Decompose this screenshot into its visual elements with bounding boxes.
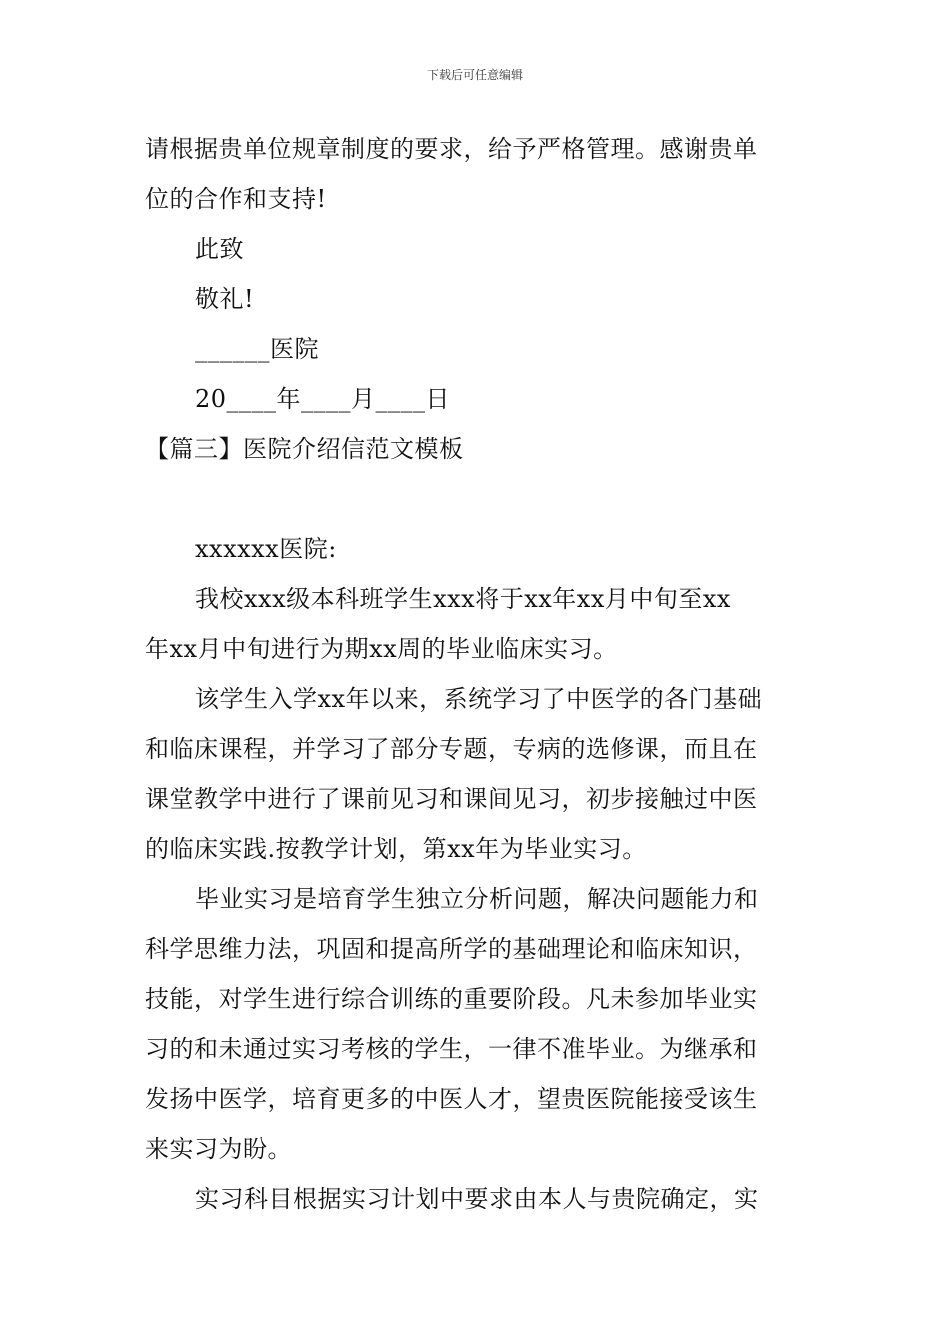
body-line: 习的和未通过实习考核的学生，一律不准毕业。为继承和	[145, 1035, 758, 1063]
body-line: 来实习为盼。	[145, 1135, 292, 1163]
body-line: 我校xxx级本科班学生xxx将于xx年xx月中旬至xx	[195, 585, 731, 613]
body-line: 毕业实习是培育学生独立分析问题，解决问题能力和	[195, 885, 759, 913]
signature-date: 20____年____月____日	[195, 385, 451, 413]
body-line: 课堂教学中进行了课前见习和课间见习，初步接触过中医	[145, 785, 758, 813]
body-line: 的临床实践.按教学计划，第xx年为毕业实习。	[145, 835, 647, 863]
signature-hospital: ______医院	[195, 335, 319, 363]
page-header-note: 下载后可任意编辑	[426, 68, 523, 82]
body-line: 实习科目根据实习计划中要求由本人与贵院确定，实	[195, 1185, 759, 1213]
body-line: 技能，对学生进行综合训练的重要阶段。凡未参加毕业实	[145, 985, 758, 1013]
letter-addressee: xxxxxx医院:	[195, 535, 337, 563]
body-line: 位的合作和支持!	[145, 185, 327, 213]
body-line: 年xx月中旬进行为期xx周的毕业临床实习。	[145, 635, 618, 663]
body-line: 发扬中医学，培育更多的中医人才，望贵医院能接受该生	[145, 1085, 758, 1113]
section-heading: 【篇三】医院介绍信范文模板	[145, 435, 464, 463]
body-line: 该学生入学xx年以来，系统学习了中医学的各门基础	[195, 685, 763, 713]
body-line: 科学思维力法，巩固和提高所学的基础理论和临床知识，	[145, 935, 758, 963]
body-line: 请根据贵单位规章制度的要求，给予严格管理。感谢贵单	[145, 135, 758, 163]
closing-salutation: 此致	[195, 235, 244, 263]
closing-regards: 敬礼!	[195, 285, 255, 313]
body-line: 和临床课程，并学习了部分专题，专病的选修课，而且在	[145, 735, 758, 763]
